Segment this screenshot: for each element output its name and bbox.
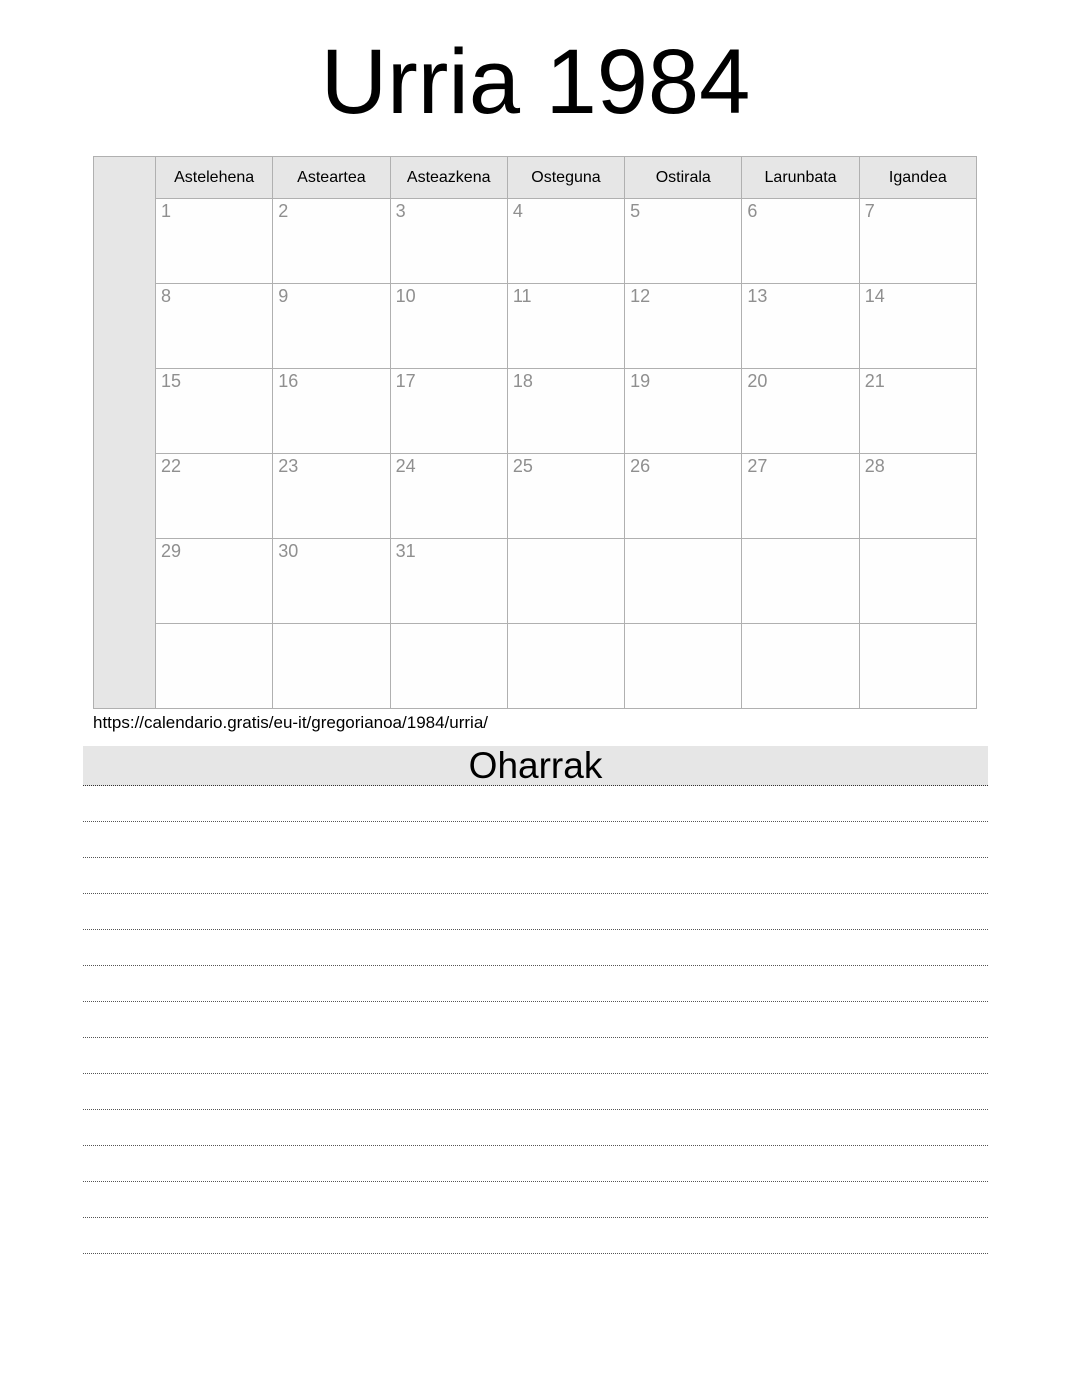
day-cell <box>156 454 273 539</box>
day-cell <box>273 369 390 454</box>
day-number: 16 <box>278 371 299 391</box>
day-header: Larunbata <box>742 157 859 199</box>
week-row <box>94 199 977 284</box>
note-line <box>83 1110 988 1146</box>
day-number <box>508 539 624 541</box>
day-number: 25 <box>512 456 533 476</box>
day-number <box>391 624 507 626</box>
day-number: 27 <box>747 456 768 476</box>
day-number: 2 <box>278 201 289 221</box>
note-line <box>83 786 988 822</box>
day-cell <box>156 284 273 369</box>
day-number: 10 <box>395 286 416 306</box>
note-line <box>83 930 988 966</box>
day-cell <box>507 624 624 709</box>
day-cell <box>390 539 507 624</box>
day-cell <box>273 539 390 624</box>
day-header: Astelehena <box>156 157 273 199</box>
day-cell <box>273 454 390 539</box>
day-cell <box>625 199 742 284</box>
day-number: 31 <box>395 541 416 561</box>
day-number <box>742 624 858 626</box>
day-number: 23 <box>278 456 299 476</box>
day-number: 1 <box>161 201 172 221</box>
day-cell <box>156 369 273 454</box>
day-number: 14 <box>864 286 885 306</box>
note-line <box>83 858 988 894</box>
day-cell <box>390 199 507 284</box>
day-header: Asteartea <box>273 157 390 199</box>
day-number: 9 <box>278 286 289 306</box>
day-number <box>625 624 741 626</box>
week-number-column <box>94 157 156 709</box>
day-cell <box>156 539 273 624</box>
day-cell <box>273 284 390 369</box>
day-cell <box>507 369 624 454</box>
day-number: 28 <box>864 456 885 476</box>
day-cell <box>156 624 273 709</box>
day-number <box>625 539 741 541</box>
source-url: https://calendario.gratis/eu-it/gregorianoa/1984/urria/ <box>93 713 489 732</box>
day-number: 18 <box>512 371 533 391</box>
day-number <box>742 539 858 541</box>
day-number: 26 <box>630 456 651 476</box>
day-number <box>273 624 389 626</box>
day-cell <box>742 539 859 624</box>
day-cell <box>859 539 976 624</box>
day-cell <box>507 284 624 369</box>
day-cell <box>507 199 624 284</box>
week-row <box>94 624 977 709</box>
page-title: Urria 1984 <box>320 31 751 133</box>
day-number: 7 <box>864 201 875 221</box>
note-line <box>83 1002 988 1038</box>
week-row <box>94 369 977 454</box>
day-cell <box>859 284 976 369</box>
day-number: 20 <box>747 371 768 391</box>
day-cell <box>742 454 859 539</box>
calendar-table <box>93 156 977 709</box>
day-number: 29 <box>161 541 182 561</box>
week-row <box>94 454 977 539</box>
day-cell <box>859 369 976 454</box>
day-cell <box>507 454 624 539</box>
note-line <box>83 1146 988 1182</box>
day-cell <box>859 199 976 284</box>
day-number <box>508 624 624 626</box>
day-number: 4 <box>512 201 523 221</box>
day-number: 19 <box>630 371 651 391</box>
note-line <box>83 1038 988 1074</box>
note-line <box>83 1074 988 1110</box>
day-number <box>156 624 272 626</box>
day-cell <box>390 624 507 709</box>
week-row <box>94 539 977 624</box>
day-cell <box>742 369 859 454</box>
day-number: 8 <box>161 286 172 306</box>
notes-title: Oharrak <box>83 746 988 786</box>
day-number: 3 <box>395 201 406 221</box>
day-cell <box>507 539 624 624</box>
day-header: Ostirala <box>625 157 742 199</box>
day-cell <box>742 284 859 369</box>
week-row <box>94 284 977 369</box>
day-cell <box>625 369 742 454</box>
day-number: 21 <box>864 371 885 391</box>
day-number: 17 <box>395 371 416 391</box>
day-number: 11 <box>512 286 532 306</box>
day-cell <box>390 369 507 454</box>
day-header: Igandea <box>859 157 976 199</box>
day-number: 15 <box>161 371 182 391</box>
note-line <box>83 966 988 1002</box>
day-number <box>860 539 976 541</box>
day-number <box>860 624 976 626</box>
day-cell <box>156 199 273 284</box>
day-cell <box>625 624 742 709</box>
day-number: 5 <box>630 201 641 221</box>
day-cell <box>859 454 976 539</box>
calendar-header-row <box>94 157 977 199</box>
note-line <box>83 1218 988 1254</box>
note-line <box>83 894 988 930</box>
day-header: Osteguna <box>507 157 624 199</box>
note-line <box>83 1182 988 1218</box>
day-cell <box>390 284 507 369</box>
day-header: Asteazkena <box>390 157 507 199</box>
day-cell <box>390 454 507 539</box>
day-cell <box>625 539 742 624</box>
day-number: 22 <box>161 456 182 476</box>
day-number: 13 <box>747 286 768 306</box>
day-cell <box>742 624 859 709</box>
day-cell <box>273 624 390 709</box>
day-cell <box>859 624 976 709</box>
note-line <box>83 822 988 858</box>
day-number: 12 <box>630 286 651 306</box>
day-cell <box>625 454 742 539</box>
day-cell <box>625 284 742 369</box>
day-cell <box>273 199 390 284</box>
day-number: 30 <box>278 541 299 561</box>
notes-lines <box>83 786 988 1254</box>
day-number: 6 <box>747 201 758 221</box>
day-number: 24 <box>395 456 416 476</box>
day-cell <box>742 199 859 284</box>
